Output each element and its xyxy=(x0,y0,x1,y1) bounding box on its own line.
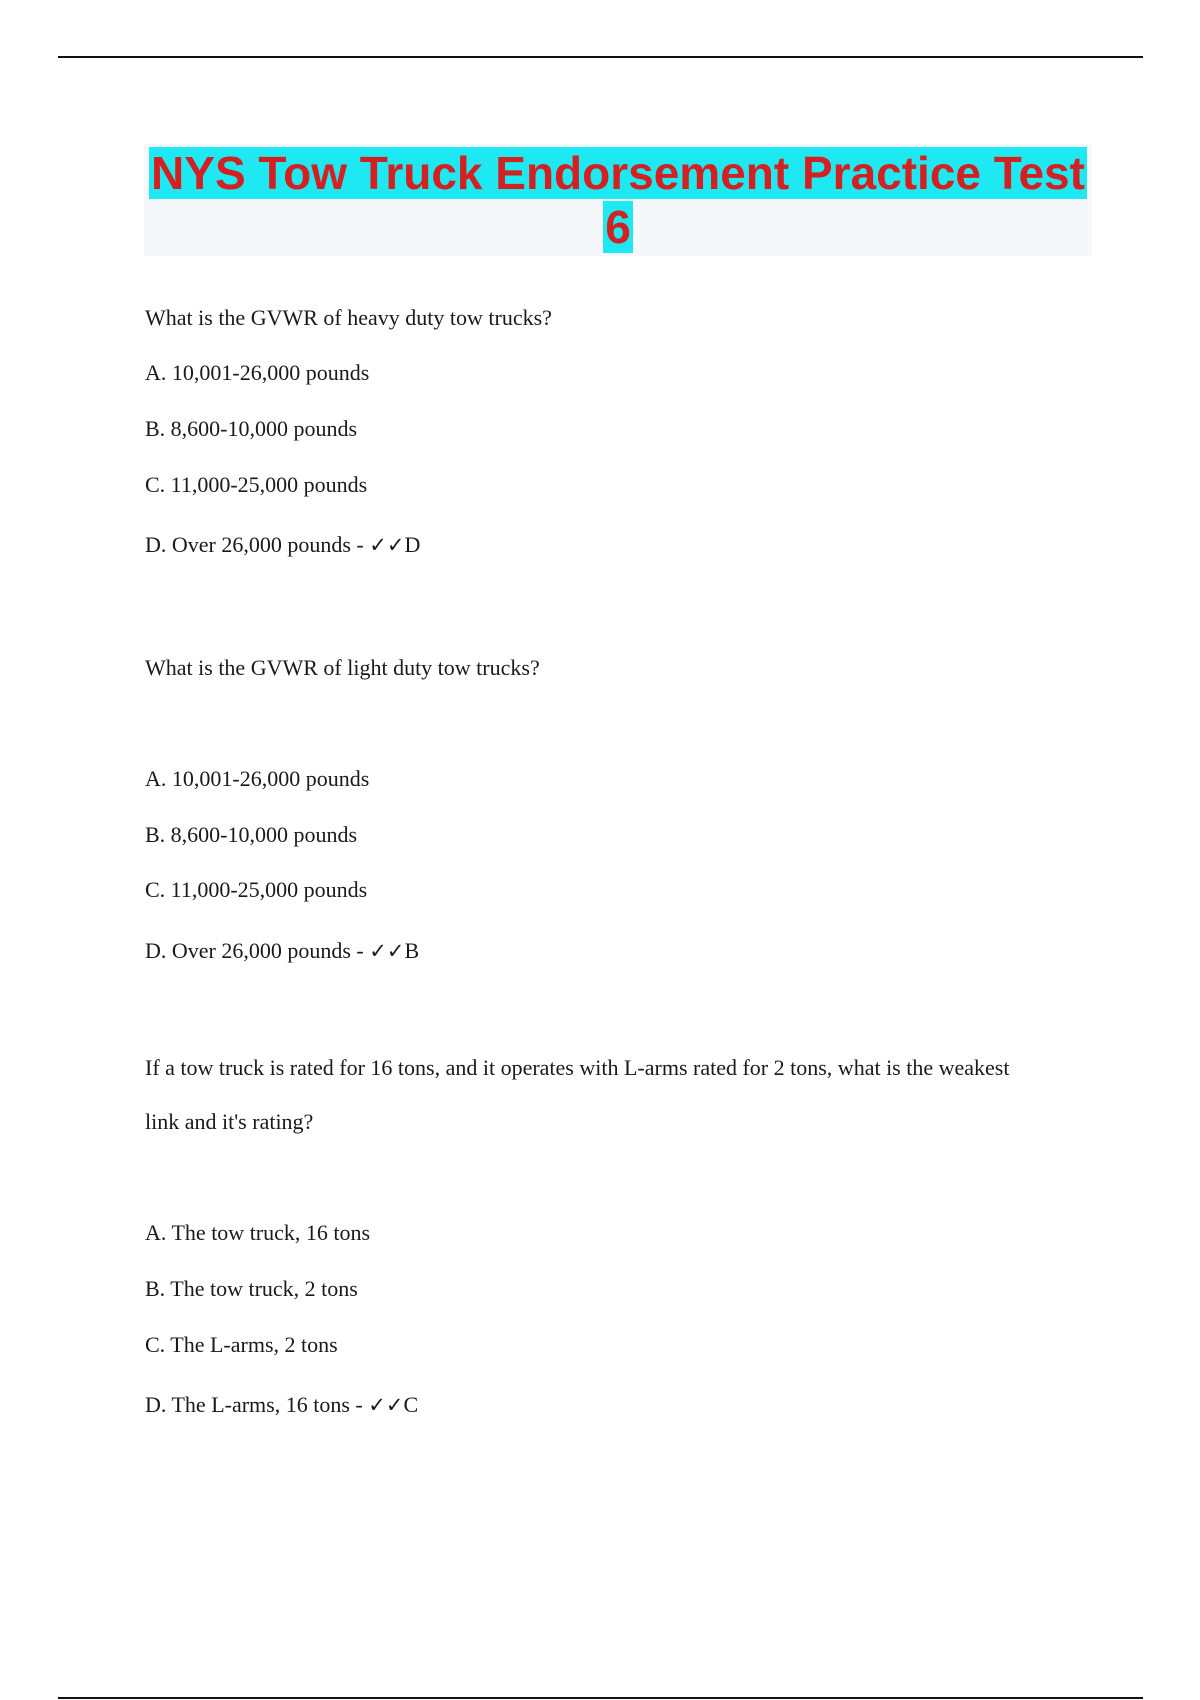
question-1-option-d-text: D. Over 26,000 pounds - xyxy=(145,532,370,557)
question-1-prompt: What is the GVWR of heavy duty tow trucks? xyxy=(145,305,552,330)
check-mark-icon: ✓✓ xyxy=(369,939,405,963)
check-mark-icon: ✓✓ xyxy=(368,1393,404,1417)
question-3-option-c: C. The L-arms, 2 tons xyxy=(145,1332,338,1357)
question-3-option-d-text: D. The L-arms, 16 tons - xyxy=(145,1392,369,1417)
title-banner xyxy=(144,144,1092,256)
question-3-option-a: A. The tow truck, 16 tons xyxy=(145,1220,371,1245)
question-2-prompt: What is the GVWR of light duty tow trucks? xyxy=(145,655,540,680)
question-3-prompt: If a tow truck is rated for 16 tons, and it operates with L-arms rated for 2 tons, what is the weakest link and it's rating? xyxy=(145,1055,1010,1134)
question-1-option-b: B. 8,600-10,000 pounds xyxy=(145,416,358,441)
question-2-option-b: B. 8,600-10,000 pounds xyxy=(145,822,358,847)
question-1-option-a: A. 10,001-26,000 pounds xyxy=(145,360,370,385)
question-2-option-a: A. 10,001-26,000 pounds xyxy=(145,766,370,791)
question-1-answer: D xyxy=(404,532,421,557)
header-rule xyxy=(58,56,1143,58)
question-2-answer: B xyxy=(404,938,420,963)
question-1-option-d xyxy=(145,532,420,558)
footer-rule xyxy=(58,1697,1143,1699)
question-2-option-d xyxy=(145,938,419,964)
check-mark-icon: ✓✓ xyxy=(369,533,405,557)
question-2-option-d-text: D. Over 26,000 pounds - xyxy=(145,938,370,963)
question-3-option-d xyxy=(145,1392,418,1418)
question-2-option-c: C. 11,000-25,000 pounds xyxy=(145,877,368,902)
question-1-option-c: C. 11,000-25,000 pounds xyxy=(145,472,368,497)
question-3-answer: C xyxy=(403,1392,419,1417)
question-3-option-b: B. The tow truck, 2 tons xyxy=(145,1276,358,1301)
page-title: NYS Tow Truck Endorsement Practice Test 6 xyxy=(151,147,1085,253)
